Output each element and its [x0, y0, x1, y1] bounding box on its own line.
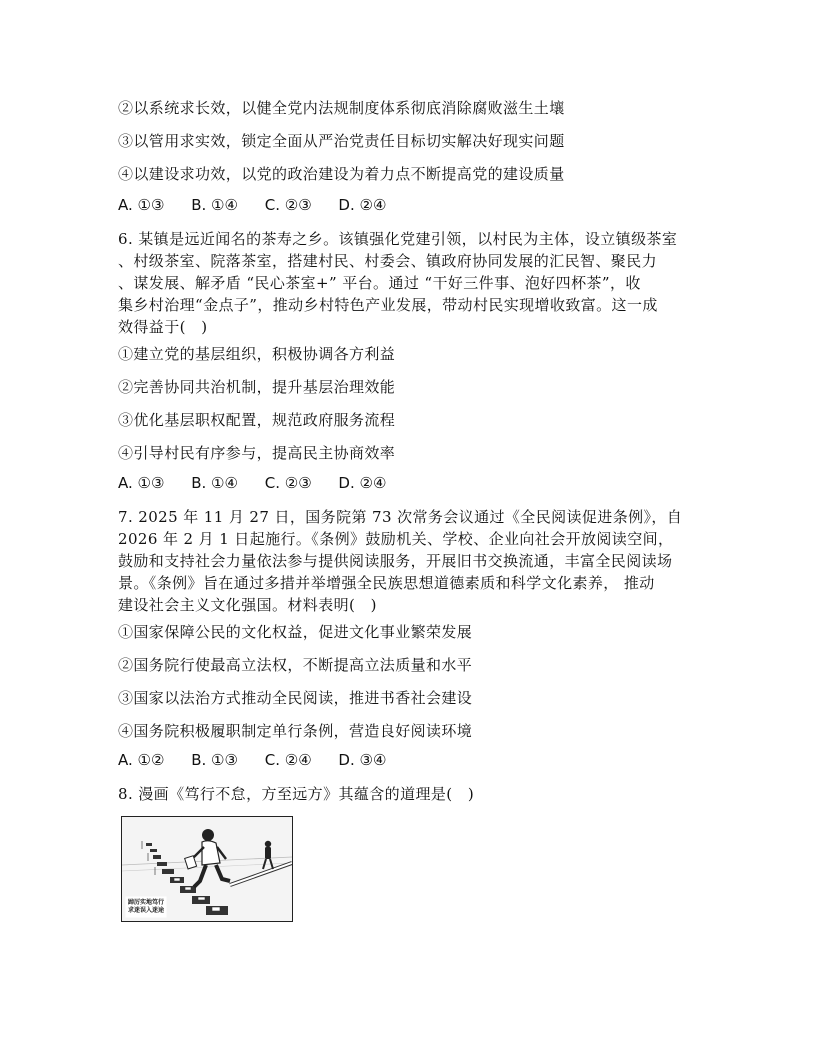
q6-choice-b[interactable]: B. ①④ — [191, 474, 238, 492]
q5-answer-choices — [118, 196, 386, 214]
q8-stem: 8. 漫画《笃行不怠，方至远方》其蕴含的道理是( ) — [118, 785, 475, 803]
q7-option-4: ④国务院积极履职制定单行条例，营造良好阅读环境 — [118, 722, 473, 740]
q6-stem-line-1: 6. 某镇是远近闻名的茶寿之乡。该镇强化党建引领，以村民为主体，设立镇级茶室 — [118, 230, 678, 248]
q5-choice-c[interactable]: C. ②③ — [264, 196, 312, 214]
q7-choice-d[interactable]: D. ③④ — [338, 751, 387, 769]
q7-stem-line-4: 景。《条例》旨在通过多措并举增强全民族思想道德素质和科学文化素养， 推动 — [118, 574, 655, 592]
q7-stem-line-2: 2026 年 2 月 1 日起施行。《条例》鼓励机关、学校、企业向社会开放阅读空间， — [118, 530, 674, 548]
q6-stem-line-2: 、村级茶室、院落茶室，搭建村民、村委会、镇政府协同发展的汇民智、聚民力 — [118, 252, 658, 270]
q7-choice-a[interactable]: A. ①② — [118, 751, 165, 769]
q6-choice-a[interactable]: A. ①③ — [118, 474, 165, 492]
cartoon-caption — [128, 899, 164, 915]
q7-choice-c[interactable]: C. ②④ — [264, 751, 312, 769]
q5-option-3: ③以管用求实效，锁定全面从严治党责任目标切实解决好现实问题 — [118, 132, 565, 150]
q7-stem-line-3: 鼓励和支持社会力量依法参与提供阅读服务，开展旧书交换流通，丰富全民阅读场 — [118, 552, 673, 570]
q7-stem-line-5: 建设社会主义文化强国。材料表明( ) — [118, 596, 377, 614]
q6-stem-line-5: 效得益于( ) — [118, 318, 208, 336]
q6-option-2: ②完善协同共治机制，提升基层治理效能 — [118, 378, 396, 396]
q7-option-1: ①国家保障公民的文化权益，促进文化事业繁荣发展 — [118, 623, 473, 641]
q5-choice-b[interactable]: B. ①④ — [191, 196, 238, 214]
q5-choice-d[interactable]: D. ②④ — [338, 196, 387, 214]
q7-stem-line-1: 7. 2025 年 11 月 27 日，国务院第 73 次常务会议通过《全民阅读促进条例》，自 — [118, 508, 683, 526]
q6-stem-line-3: 、谋发展、解矛盾 “民心茶室+” 平台。通过 “干好三件事、泡好四杯茶”，收 — [118, 274, 641, 292]
cartoon-caption-line-2: 求迷误入迷途 — [128, 907, 165, 914]
q7-option-3: ③国家以法治方式推动全民阅读，推进书香社会建设 — [118, 689, 473, 707]
q6-option-3: ③优化基层职权配置，规范政府服务流程 — [118, 411, 396, 429]
q5-option-4: ④以建设求功效，以党的政治建设为着力点不断提高党的建设质量 — [118, 165, 565, 183]
q6-stem-line-4: 集乡村治理“金点子”，推动乡村特色产业发展，带动村民实现增收致富。这一成 — [118, 296, 658, 314]
q6-answer-choices — [118, 474, 386, 492]
q6-choice-c[interactable]: C. ②③ — [264, 474, 312, 492]
q5-option-2: ②以系统求长效，以健全党内法规制度体系彻底消除腐败滋生土壤 — [118, 99, 565, 117]
q6-option-4: ④引导村民有序参与，提高民主协商效率 — [118, 444, 396, 462]
q7-answer-choices — [118, 751, 386, 769]
cartoon-image — [121, 816, 293, 922]
q7-choice-b[interactable]: B. ①③ — [191, 751, 238, 769]
q7-option-2: ②国务院行使最高立法权，不断提高立法质量和水平 — [118, 656, 473, 674]
q6-choice-d[interactable]: D. ②④ — [338, 474, 387, 492]
q6-option-1: ①建立党的基层组织，积极协调各方利益 — [118, 345, 396, 363]
cartoon-caption-line-1: 踔厉实地笃行 — [128, 899, 165, 906]
q5-choice-a[interactable]: A. ①③ — [118, 196, 165, 214]
